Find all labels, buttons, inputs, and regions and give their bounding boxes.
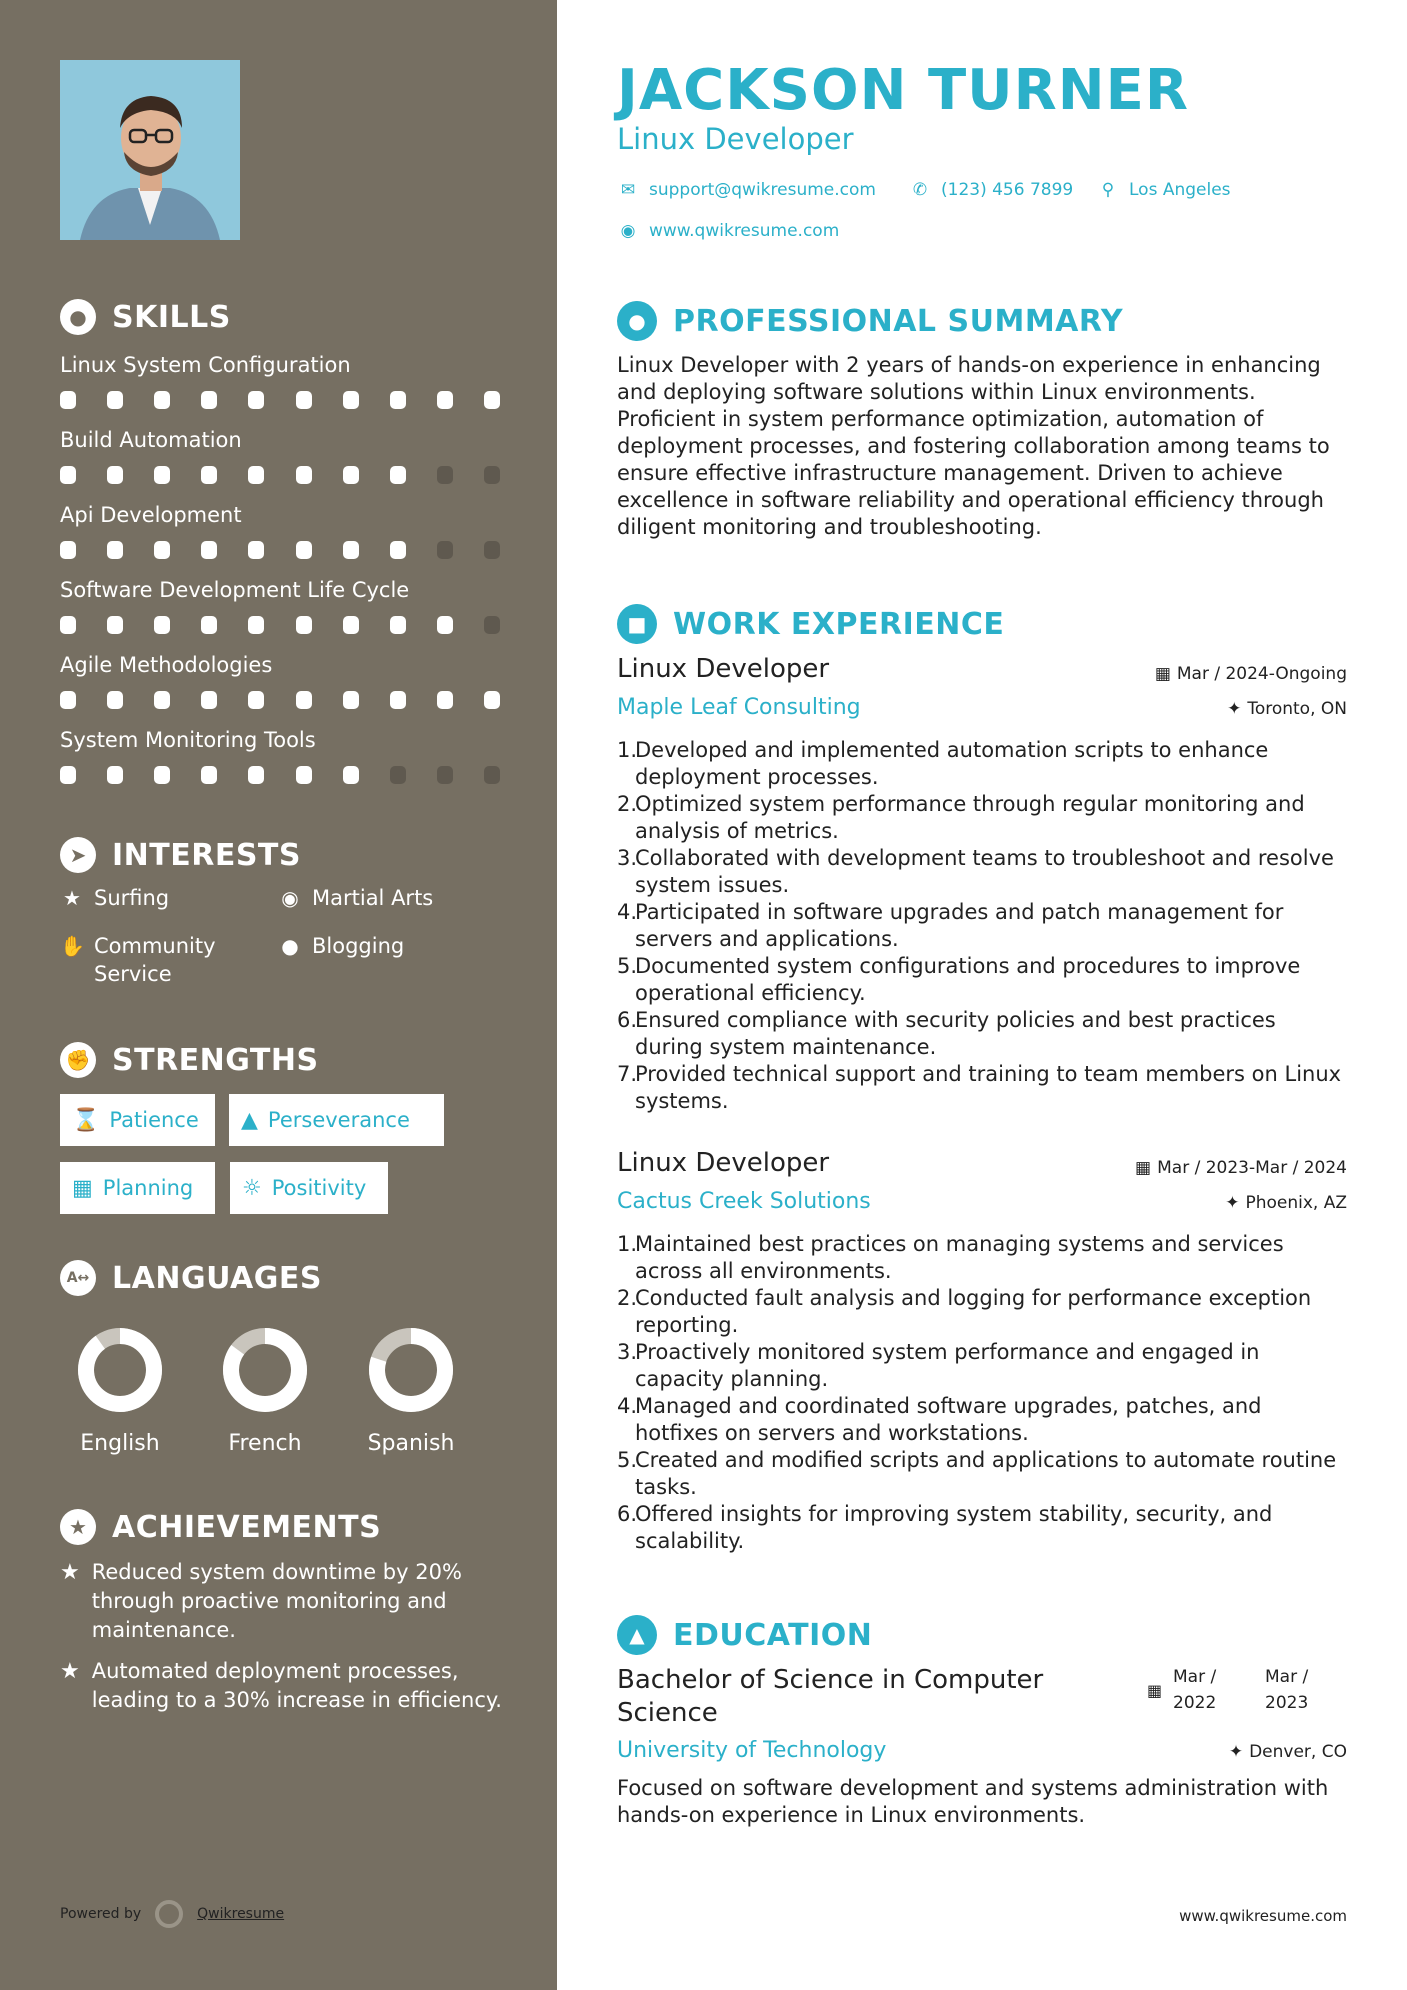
- skill-rating: [60, 391, 500, 409]
- language-name: French: [228, 1431, 302, 1456]
- degree-title: Bachelor of Science in Computer Science: [617, 1665, 1044, 1728]
- list-item: 6. Offered insights for improving system stability, security, and scalability.: [617, 1502, 1273, 1553]
- pin-icon: ✦: [1225, 1193, 1240, 1213]
- rating-dot: [390, 691, 406, 709]
- rating-dot: [484, 466, 500, 484]
- translate-icon: A↔: [60, 1260, 96, 1296]
- job-company: Cactus Creek Solutions: [617, 1189, 871, 1214]
- education-separator: [1251, 1664, 1256, 1690]
- language-item: [200, 1327, 330, 1456]
- skill-item: [60, 578, 500, 634]
- footer-url[interactable]: www.qwikresume.com: [1179, 1907, 1347, 1925]
- strength-tag: ⌛ Patience: [60, 1094, 215, 1146]
- education-heading: ▲ EDUCATION: [617, 1615, 872, 1655]
- summary-heading: ● PROFESSIONAL SUMMARY: [617, 301, 1123, 341]
- rating-dot: [343, 691, 359, 709]
- rating-dot: [107, 391, 123, 409]
- language-level-donut: [368, 1327, 454, 1413]
- list-number: 1.: [617, 1232, 638, 1256]
- education-location: ✦ Denver, CO: [1228, 1742, 1347, 1762]
- list-item: 6. Ensured compliance with security policies and best practices during system maintenance.: [617, 1008, 1276, 1059]
- rating-dot: [390, 541, 406, 559]
- list-number: 4.: [617, 900, 638, 924]
- rating-dot: [154, 391, 170, 409]
- sun-icon: ☼: [242, 1175, 262, 1201]
- rating-dot: [201, 541, 217, 559]
- list-item: 4. Participated in software upgrades and patch management for servers and applications.: [617, 900, 1284, 951]
- hand-icon: ✋: [60, 934, 85, 958]
- list-item: 1. Developed and implemented automation scripts to enhance deployment processes.: [617, 738, 1269, 789]
- skill-name: Linux System Configuration: [60, 353, 351, 377]
- rating-dot: [343, 616, 359, 634]
- contact-email[interactable]: ✉ support@qwikresume.com: [617, 180, 876, 200]
- list-item: 3. Collaborated with development teams to troubleshoot and resolve system issues.: [617, 846, 1334, 897]
- list-item: 4. Managed and coordinated software upgrades, patches, and hotfixes on servers and workstations.: [617, 1394, 1262, 1445]
- strength-tag: ☼ Positivity: [230, 1162, 388, 1214]
- road-icon: ▲: [241, 1107, 258, 1133]
- contact-website[interactable]: ◉ www.qwikresume.com: [617, 221, 839, 241]
- list-number: 3.: [617, 1340, 638, 1364]
- skill-rating: [60, 466, 500, 484]
- list-item: 5. Created and modified scripts and applications to automate routine tasks.: [617, 1448, 1337, 1499]
- map-pin-icon: ⚲: [1101, 180, 1115, 200]
- contact-location: ⚲ Los Angeles: [1097, 180, 1231, 200]
- list-item: 7. Provided technical support and training to team members on Linux systems.: [617, 1062, 1342, 1113]
- skill-name: Agile Methodologies: [60, 653, 273, 677]
- powered-by-link[interactable]: Qwikresume: [197, 1906, 285, 1922]
- rating-dot: [296, 766, 312, 784]
- rating-dot: [201, 616, 217, 634]
- profile-photo: [60, 60, 240, 240]
- achievements-heading: ★ ACHIEVEMENTS: [60, 1509, 381, 1545]
- rating-dot: [390, 391, 406, 409]
- hourglass-icon: ⌛: [72, 1107, 100, 1133]
- calendar-icon: ▦: [72, 1175, 93, 1201]
- list-number: 4.: [617, 1394, 638, 1418]
- education-end: Mar / 2023: [1265, 1667, 1309, 1713]
- rating-dot: [154, 691, 170, 709]
- list-number: 3.: [617, 846, 638, 870]
- qwikresume-logo-icon: [155, 1900, 183, 1928]
- rating-dot: [248, 391, 264, 409]
- list-item: 2. Optimized system performance through regular monitoring and analysis of metrics.: [617, 792, 1305, 843]
- powered-by: Powered by Qwikresume: [60, 1900, 284, 1928]
- calendar-icon: ▦: [1147, 1681, 1163, 1700]
- job-title: Linux Developer: [617, 654, 830, 684]
- language-name: Spanish: [367, 1431, 455, 1456]
- skill-item: [60, 728, 500, 784]
- rating-dot: [296, 466, 312, 484]
- globe-icon: ◉: [281, 886, 299, 910]
- candidate-name: JACKSON TURNER: [617, 58, 1190, 123]
- list-item: 3. Proactively monitored system performance and engaged in capacity planning.: [617, 1340, 1260, 1391]
- skill-name: System Monitoring Tools: [60, 728, 316, 752]
- experience-heading: ■ WORK EXPERIENCE: [617, 604, 1004, 644]
- star-icon: ★: [63, 886, 81, 910]
- rating-dot: [390, 766, 406, 784]
- list-number: 2.: [617, 1286, 638, 1310]
- list-number: 6.: [617, 1502, 638, 1526]
- rating-dot: [248, 541, 264, 559]
- rating-dot: [296, 391, 312, 409]
- education-text: Focused on software development and systems administration with hands-on experience in Linux environments.: [617, 1776, 1329, 1827]
- list-number: 1.: [617, 738, 638, 762]
- list-number: 5.: [617, 1448, 638, 1472]
- pin-icon: ✦: [1228, 1742, 1244, 1762]
- rating-dot: [154, 541, 170, 559]
- interest-item: ◉ Martial Arts: [278, 884, 433, 912]
- job-location: ✦ Toronto, ON: [1227, 699, 1347, 719]
- achievement-item: ★ Automated deployment processes, leading to a 30% increase in efficiency.: [60, 1657, 510, 1715]
- list-number: 5.: [617, 954, 638, 978]
- language-item: [346, 1327, 476, 1456]
- paper-plane-icon: ➤: [60, 837, 96, 873]
- shooting-star-icon: ★: [60, 1659, 80, 1684]
- list-number: 6.: [617, 1008, 638, 1032]
- rating-dot: [107, 541, 123, 559]
- skill-name: Build Automation: [60, 428, 242, 452]
- strength-tag: ▦ Planning: [60, 1162, 215, 1214]
- rating-dot: [107, 616, 123, 634]
- job-company: Maple Leaf Consulting: [617, 695, 861, 720]
- rating-dot: [60, 466, 76, 484]
- interests-heading: ➤ INTERESTS: [60, 837, 301, 873]
- rating-dot: [484, 691, 500, 709]
- job-location: ✦ Phoenix, AZ: [1225, 1193, 1347, 1213]
- language-name: English: [80, 1431, 160, 1456]
- shooting-star-icon: ★: [60, 1560, 80, 1585]
- rating-dot: [484, 391, 500, 409]
- skill-rating: [60, 541, 500, 559]
- rating-dot: [154, 616, 170, 634]
- rating-dot: [60, 766, 76, 784]
- skill-rating: [60, 691, 500, 709]
- lightbulb-icon: ●: [60, 299, 96, 335]
- calendar-icon: ▦: [1135, 1158, 1152, 1178]
- rating-dot: [343, 391, 359, 409]
- rating-dot: [484, 766, 500, 784]
- list-item: 1. Maintained best practices on managing systems and services across all environments.: [617, 1232, 1284, 1283]
- strengths-heading: ✊ STRENGTHS: [60, 1042, 319, 1078]
- rating-dot: [343, 541, 359, 559]
- skill-item: [60, 653, 500, 709]
- summary-text: Linux Developer with 2 years of hands-on experience in enhancing and deploying software solutions within Linux environments. Proficient in system performance optimization, automation of deployment processes, and fostering collaboration among teams to ensure effective infrastructure management. Driven to achieve excellence in software reliability and operational efficiency through diligent monitoring and troubleshooting.: [617, 353, 1330, 539]
- rating-dot: [201, 691, 217, 709]
- rating-dot: [154, 466, 170, 484]
- fist-icon: ✊: [60, 1042, 96, 1078]
- skills-heading: ● SKILLS: [60, 299, 231, 335]
- interest-item: ● Blogging: [278, 932, 404, 960]
- rating-dot: [484, 616, 500, 634]
- calendar-icon: ▦: [1154, 664, 1171, 684]
- skill-rating: [60, 616, 500, 634]
- rating-dot: [107, 766, 123, 784]
- graduation-icon: ▲: [617, 1615, 657, 1655]
- pin-icon: ✦: [1227, 699, 1242, 719]
- rating-dot: [296, 691, 312, 709]
- rating-dot: [60, 541, 76, 559]
- contact-phone: ✆ (123) 456 7899: [909, 180, 1073, 200]
- sidebar: [0, 0, 557, 1990]
- list-number: 7.: [617, 1062, 638, 1086]
- achievement-item: ★ Reduced system downtime by 20% through proactive monitoring and maintenance.: [60, 1558, 510, 1645]
- envelope-icon: ✉: [620, 180, 636, 200]
- skill-name: Api Development: [60, 503, 242, 527]
- rating-dot: [60, 691, 76, 709]
- users-icon: ●: [281, 934, 299, 958]
- strength-tag: ▲ Perseverance: [229, 1094, 444, 1146]
- phone-icon: ✆: [912, 180, 928, 200]
- education-start: Mar / 2022: [1173, 1667, 1217, 1713]
- rating-dot: [484, 541, 500, 559]
- rating-dot: [437, 766, 453, 784]
- school-name: University of Technology: [617, 1738, 887, 1763]
- rating-dot: [437, 466, 453, 484]
- rating-dot: [107, 691, 123, 709]
- interest-item: ✋ Community Service: [60, 934, 216, 986]
- rating-dot: [248, 616, 264, 634]
- job-duties: [617, 1231, 1347, 1555]
- rating-dot: [390, 466, 406, 484]
- job-date: ▦ Mar / 2023-Mar / 2024: [1135, 1158, 1347, 1178]
- rating-dot: [343, 466, 359, 484]
- job-duties: [617, 737, 1347, 1115]
- skill-rating: [60, 766, 500, 784]
- languages-heading: A↔ LANGUAGES: [60, 1260, 322, 1296]
- skill-name: Software Development Life Cycle: [60, 578, 410, 602]
- rating-dot: [437, 691, 453, 709]
- rating-dot: [201, 466, 217, 484]
- rating-dot: [248, 466, 264, 484]
- briefcase-icon: ■: [617, 604, 657, 644]
- rating-dot: [154, 766, 170, 784]
- rating-dot: [437, 616, 453, 634]
- skill-item: [60, 503, 500, 559]
- user-icon: ●: [617, 301, 657, 341]
- rating-dot: [296, 541, 312, 559]
- rating-dot: [390, 616, 406, 634]
- skill-item: [60, 353, 500, 409]
- globe-icon: ◉: [620, 221, 636, 241]
- rating-dot: [60, 616, 76, 634]
- job-title: Linux Developer: [617, 1148, 830, 1178]
- language-level-donut: [222, 1327, 308, 1413]
- medal-icon: ★: [60, 1509, 96, 1545]
- rating-dot: [201, 766, 217, 784]
- interest-item: ★ Surfing: [60, 884, 169, 912]
- language-item: [55, 1327, 185, 1456]
- job-date: ▦ Mar / 2024-Ongoing: [1154, 664, 1347, 684]
- rating-dot: [248, 691, 264, 709]
- candidate-role: Linux Developer: [617, 122, 854, 156]
- rating-dot: [107, 466, 123, 484]
- list-item: 2. Conducted fault analysis and logging for performance exception reporting.: [617, 1286, 1312, 1337]
- skill-item: [60, 428, 500, 484]
- rating-dot: [296, 616, 312, 634]
- rating-dot: [343, 766, 359, 784]
- rating-dot: [437, 391, 453, 409]
- rating-dot: [201, 391, 217, 409]
- list-number: 2.: [617, 792, 638, 816]
- rating-dot: [437, 541, 453, 559]
- list-item: 5. Documented system configurations and procedures to improve operational efficiency.: [617, 954, 1301, 1005]
- rating-dot: [60, 391, 76, 409]
- rating-dot: [248, 766, 264, 784]
- language-level-donut: [77, 1327, 163, 1413]
